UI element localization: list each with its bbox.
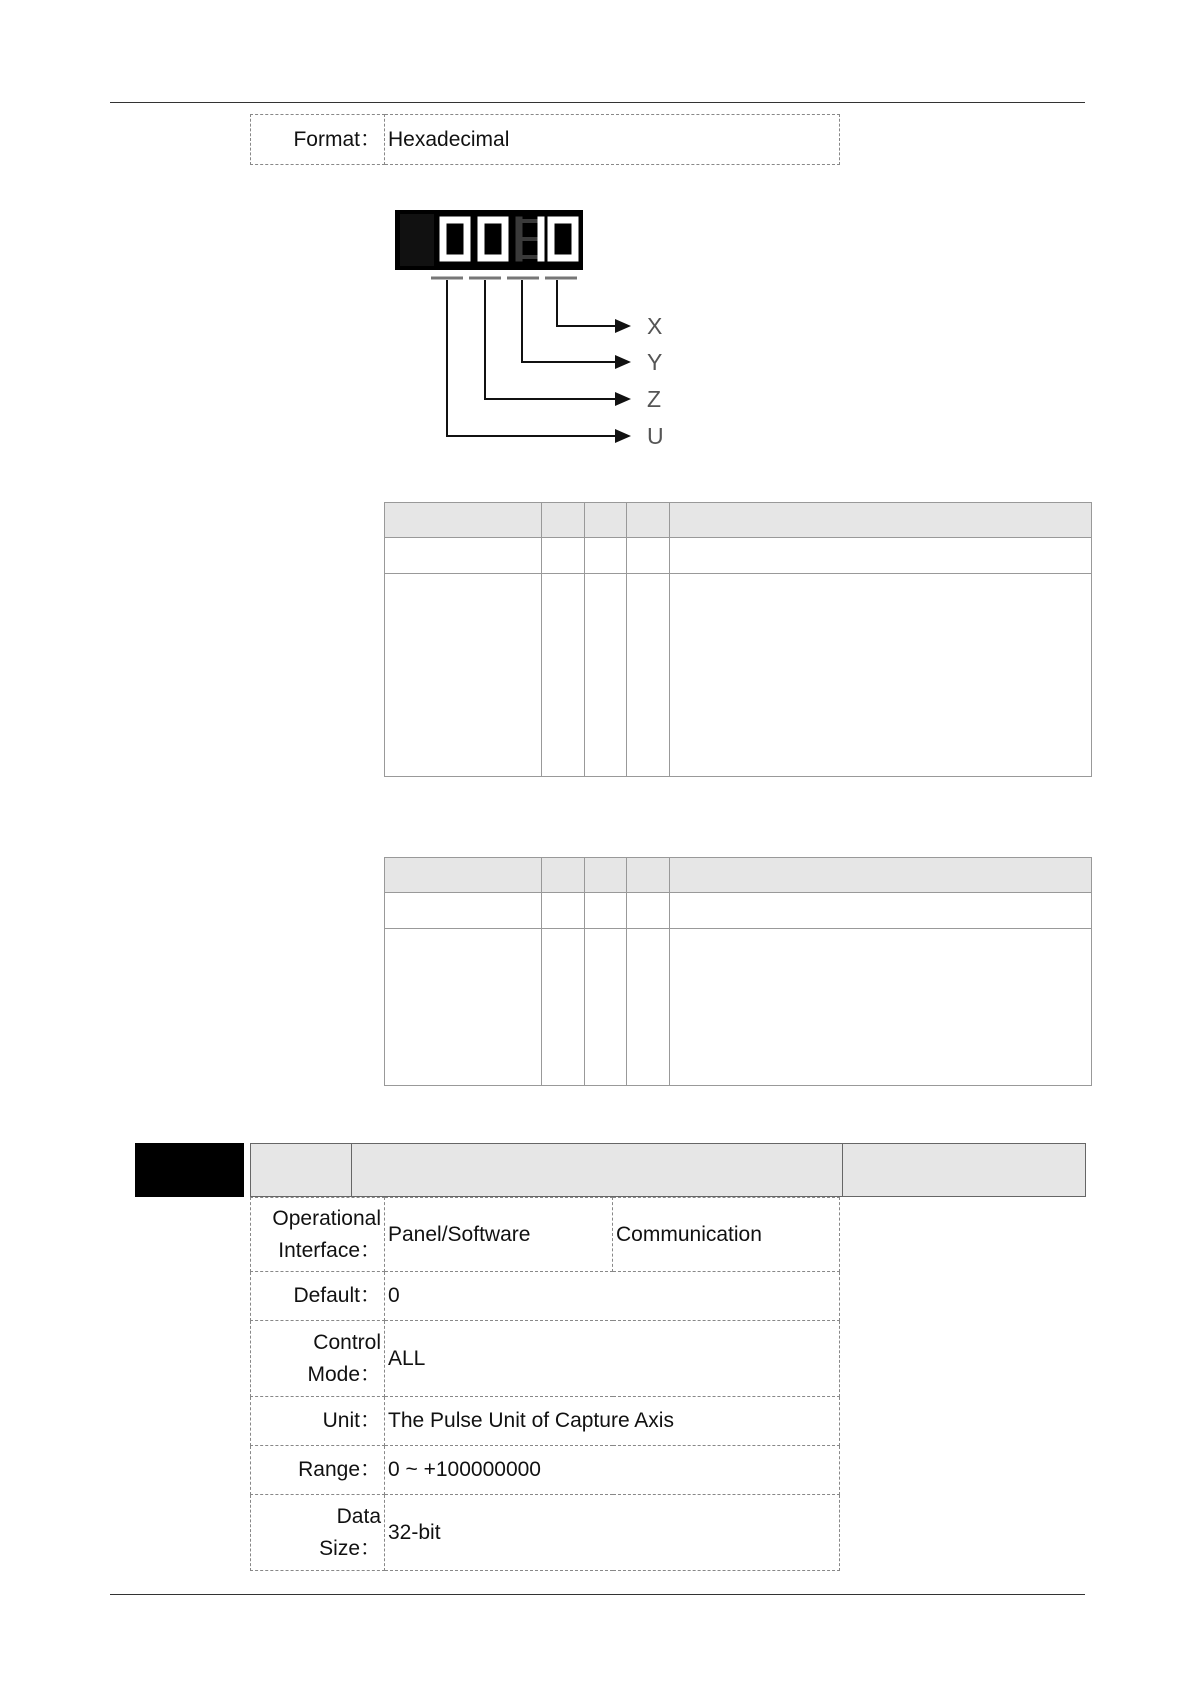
- panel-software-value: Panel/Software: [385, 1198, 613, 1272]
- table-header-row: [385, 503, 1092, 538]
- parameter-header-cell: [251, 1144, 352, 1197]
- parameter-header-bar: [250, 1143, 1086, 1197]
- table-row: [385, 574, 1092, 777]
- digit-display-diagram: [395, 208, 685, 458]
- default-value: 0: [385, 1272, 840, 1321]
- setting-table-2: [384, 857, 1092, 1086]
- data-size-label: Data Size：: [251, 1495, 385, 1571]
- table-row: [385, 893, 1092, 929]
- label-z: Z: [647, 386, 662, 412]
- unit-label: Unit：: [251, 1397, 385, 1446]
- table-row: [385, 929, 1092, 1086]
- display-blank-digit: [400, 214, 434, 266]
- operational-interface-label: Operational Interface：: [251, 1198, 385, 1272]
- format-value: Hexadecimal: [385, 115, 840, 165]
- label-u: U: [647, 423, 664, 449]
- axis-labels: [647, 313, 664, 449]
- control-mode-value: ALL: [385, 1321, 840, 1397]
- format-label: Format：: [251, 115, 385, 165]
- parameter-header-cell: [843, 1144, 1086, 1197]
- parameter-info-table: [250, 1197, 840, 1571]
- parameter-header-cell: [352, 1144, 843, 1197]
- range-value: 0 ~ +100000000: [385, 1446, 840, 1495]
- control-mode-label: Control Mode：: [251, 1321, 385, 1397]
- range-label: Range：: [251, 1446, 385, 1495]
- connector-lines: [447, 280, 617, 436]
- setting-table-1: [384, 502, 1092, 777]
- footer-rule: [110, 1594, 1085, 1595]
- label-y: Y: [647, 349, 663, 375]
- format-table: [250, 114, 840, 165]
- table-row: [385, 538, 1092, 574]
- header-rule: [110, 102, 1085, 103]
- unit-value: The Pulse Unit of Capture Axis: [385, 1397, 840, 1446]
- arrowheads: [615, 319, 631, 443]
- default-label: Default：: [251, 1272, 385, 1321]
- parameter-number-block: [135, 1143, 244, 1197]
- table-header-row: [385, 858, 1092, 893]
- data-size-value: 32-bit: [385, 1495, 840, 1571]
- communication-value: Communication: [613, 1198, 840, 1272]
- label-x: X: [647, 313, 663, 339]
